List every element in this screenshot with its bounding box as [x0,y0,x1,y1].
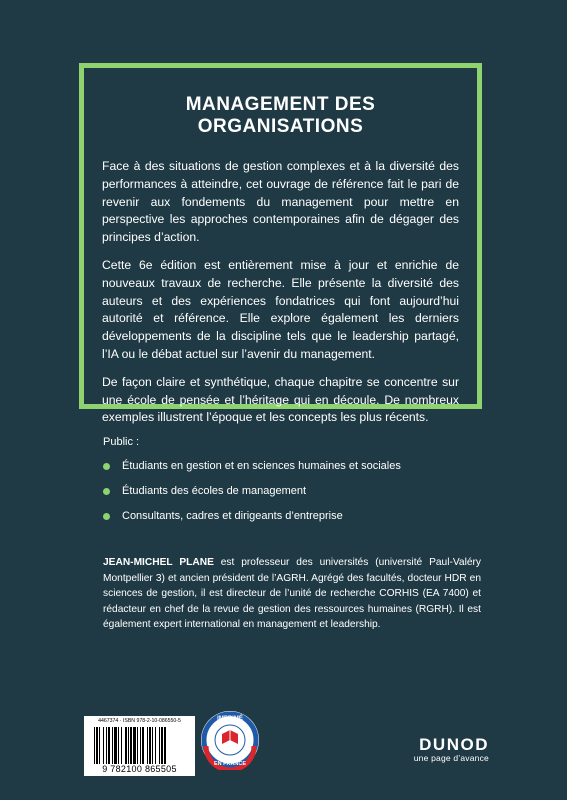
audience-item [103,485,483,497]
summary-paragraph-2: Cette 6e édition est entièrement mise à jour et enrichie de nouveaux travaux de recherche. Elle présente la diversité des auteurs et des expériences fondatrices qui font aujourd’hui autorité et référence. Elle explore également les derniers développements de la discipline tels que le leadership partagé, l’IA ou le débat actuel sur l’avenir du management. [102,257,459,361]
audience-section [103,436,483,535]
audience-item [103,460,483,472]
summary-paragraph-3: De façon claire et synthétique, chaque chapitre se concentre sur une école de pensée et l’héritage qui en découle. De nombreux exemples illustrent l’époque et les concepts les plus récents. [102,374,459,425]
publisher-brand: DUNOD [419,735,489,754]
summary-box [79,63,482,425]
barcode-bars [94,727,192,764]
audience-item-label: Étudiants en gestion et en sciences humaines et sociales [122,460,401,472]
bullet-icon [103,513,110,520]
audience-item [103,510,483,522]
bullet-icon [103,488,110,495]
seal-top-text: IMPRIMÉ [217,716,243,722]
audience-item-label: Consultants, cadres et dirigeants d’entreprise [122,510,343,522]
audience-item-label: Étudiants des écoles de management [122,485,307,497]
book-title: MANAGEMENT DES ORGANISATIONS [185,94,376,137]
barcode-number: 9 782100 865505 [102,764,177,774]
publisher-logo [399,735,489,763]
publisher-tagline: une page d’avance [413,753,489,763]
seal-bottom-text: EN FRANCE [213,761,247,767]
bullet-icon [103,463,110,470]
author-bio-text: est professeur des universités (université Paul-Valéry Montpellier 3) et ancien président de l’AGRH. Agrégé des facultés, docteur HDR en sciences de gestion, il est directeur de l’unité de recherche CORHIS (EA 7400) et rédacteur en chef de la revue de gestion des ressources humaines (RGRH). Il est également expert international en management et leadership. [103,557,481,630]
isbn-label: 4467374 · ISBN 978-2-10-086550-5 [98,718,181,724]
author-name: JEAN-MICHEL PLANE [103,557,214,568]
author-bio [103,555,481,633]
imprime-en-france-seal [200,710,260,770]
audience-list [103,460,483,522]
summary-paragraph-1: Face à des situations de gestion complexes et à la diversité des performances à atteindre, cet ouvrage de référence fait le pari de revenir aux fondements du management pour mettre en perspective les approches contemporaines afin de dégager des principes d’action. [102,159,459,245]
audience-label: Public : [103,436,140,448]
barcode [84,716,195,776]
